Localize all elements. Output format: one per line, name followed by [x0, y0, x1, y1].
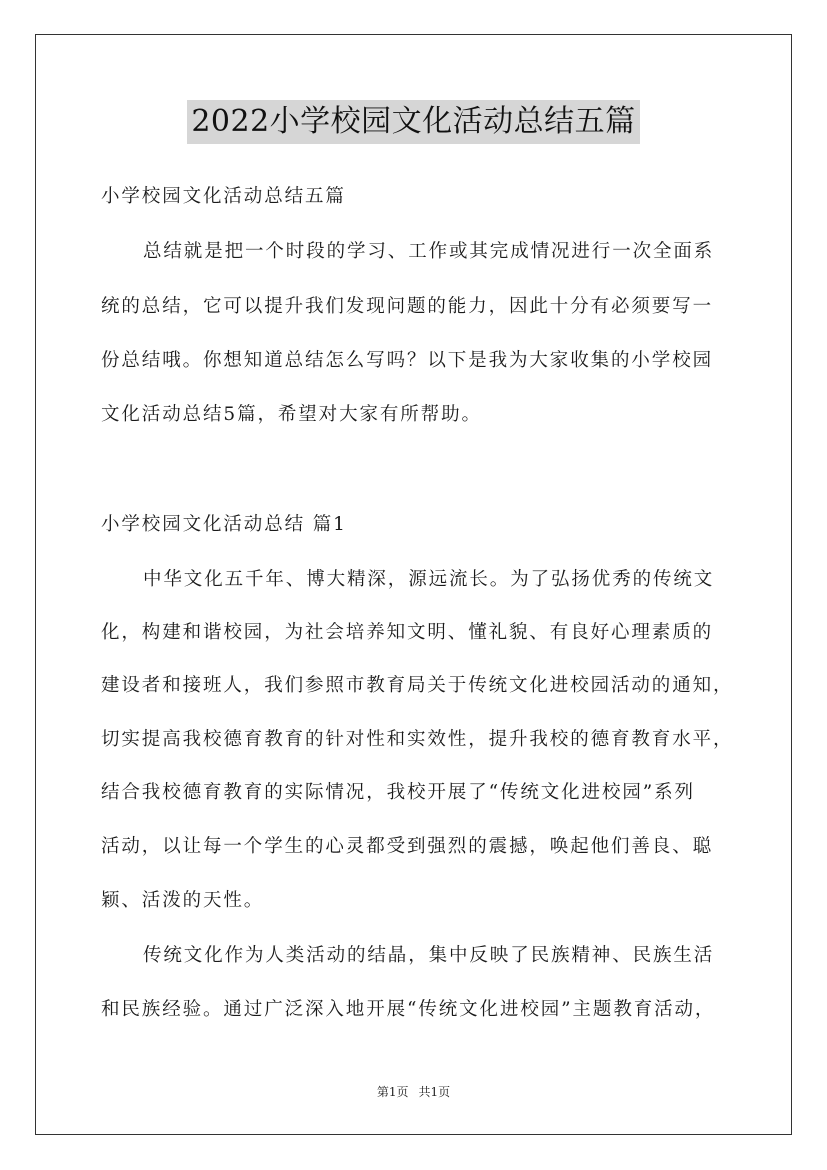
document-title: 2022小学校园文化活动总结五篇 — [187, 100, 639, 144]
paragraph-line: 传统文化作为人类活动的结晶，集中反映了民族精神、民族生活 — [143, 945, 715, 966]
paragraph-line: 活动，以让每一个学生的心灵都受到强烈的震撼，唤起他们善良、聪 — [101, 836, 714, 857]
intro-line: 份总结哦。你想知道总结怎么写吗？以下是我为大家收集的小学校园 — [101, 350, 714, 371]
paragraph-line: 建设者和接班人，我们参照市教育局关于传统文化进校园活动的通知， — [101, 675, 734, 696]
page-number: 第1页 — [376, 1085, 409, 1099]
paragraph-line: 中华文化五千年、博大精深，源远流长。为了弘扬优秀的传统文 — [143, 569, 715, 590]
intro-line: 统的总结，它可以提升我们发现问题的能力，因此十分有必须要写一 — [101, 296, 714, 317]
paragraph-line: 颖、活泼的天性。 — [101, 890, 265, 911]
section-heading: 小学校园文化活动总结 篇1 — [101, 514, 347, 535]
intro-line: 文化活动总结5篇，希望对大家有所帮助。 — [101, 404, 482, 425]
paragraph-line: 切实提高我校德育教育的针对性和实效性，提升我校的德育教育水平， — [101, 729, 734, 750]
paragraph-line: 化，构建和谐校园，为社会培养知文明、懂礼貌、有良好心理素质的 — [101, 622, 714, 643]
paragraph-line: 和民族经验。通过广泛深入地开展“传统文化进校园”主题教育活动， — [101, 999, 716, 1020]
document-subtitle: 小学校园文化活动总结五篇 — [101, 186, 346, 207]
page-footer — [0, 1083, 827, 1100]
paragraph-line: 结合我校德育教育的实际情况，我校开展了“传统文化进校园”系列 — [101, 782, 695, 803]
title-container — [0, 100, 827, 144]
intro-line: 总结就是把一个时段的学习、工作或其完成情况进行一次全面系 — [143, 241, 715, 262]
page-total: 共1页 — [418, 1085, 451, 1099]
